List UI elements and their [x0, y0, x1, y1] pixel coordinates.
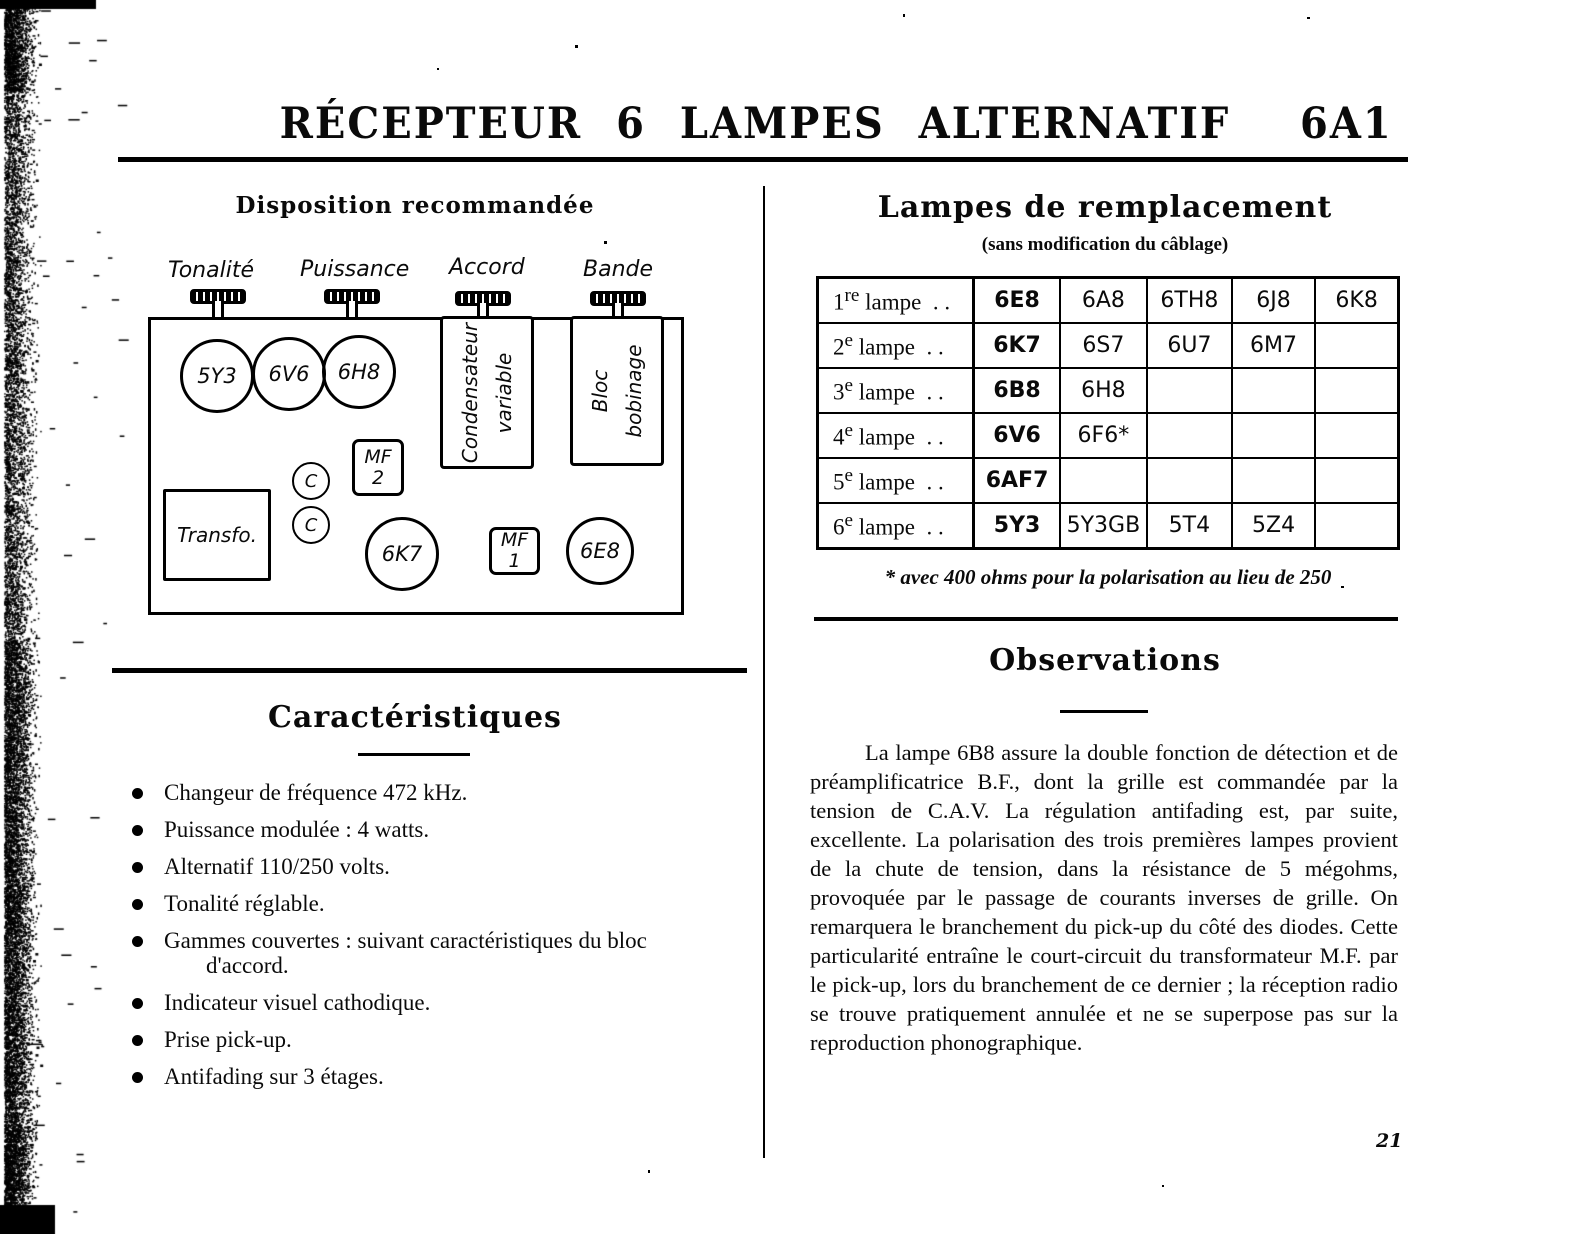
scan-speck: [437, 68, 439, 70]
scan-speck: [604, 241, 607, 244]
characteristics-heading: Caractéristiques: [268, 700, 562, 735]
table-footnote: * avec 400 ohms pour la polarisation au lieu de 250: [884, 565, 1332, 589]
mf1-transformer-box: [489, 527, 540, 575]
tube-6k7: 6K7: [365, 517, 439, 591]
mf1-label: MF: [500, 529, 529, 551]
condenser-label-line2: variable: [492, 352, 516, 433]
characteristic-item: [125, 990, 725, 1015]
characteristic-item: [125, 854, 725, 879]
characteristic-text: Indicateur visuel cathodique.: [164, 990, 431, 1015]
alternative-tube: [1147, 413, 1232, 458]
tube-5y3: 5Y3: [180, 339, 254, 413]
alternative-tube: [1315, 323, 1398, 368]
row-label: 6e lampe . .: [818, 503, 974, 549]
row-label: 1re lampe . .: [818, 278, 974, 324]
column-divider: [763, 186, 765, 1158]
bullet-icon: [132, 1035, 143, 1046]
bullet-icon: [132, 899, 143, 910]
characteristic-item: [125, 1064, 725, 1089]
tube-6h8: 6H8: [322, 335, 396, 409]
alternative-tube: 6H8: [1060, 368, 1147, 413]
variable-condenser-box: [440, 316, 534, 469]
observations-heading: Observations: [989, 643, 1221, 678]
characteristic-text: Tonalité réglable.: [164, 891, 325, 916]
scan-noise-artifact: [0, 0, 130, 1234]
title-rule: [118, 157, 1408, 162]
row-label: 4e lampe . .: [818, 413, 974, 458]
bullet-icon: [132, 936, 143, 947]
replacement-tubes-subheading: (sans modification du câblage): [981, 234, 1229, 255]
bullet-icon: [132, 788, 143, 799]
alternative-tube: 6J8: [1232, 278, 1315, 324]
characteristics-heading-rule: [358, 753, 470, 756]
alternative-tube: [1315, 413, 1398, 458]
original-tube: 6K7: [974, 323, 1060, 368]
alternative-tube: 6F6*: [1060, 413, 1147, 458]
coil-block-box: [570, 316, 664, 466]
scan-speck: [575, 45, 578, 48]
original-tube: 6V6: [974, 413, 1060, 458]
alternative-tube: 6U7: [1147, 323, 1232, 368]
knob-label-bande: Bande: [583, 257, 654, 282]
table-row: [818, 413, 1399, 458]
power-transformer-box: Transfo.: [163, 489, 271, 581]
original-tube: 6E8: [974, 278, 1060, 324]
alternative-tube: 6S7: [1060, 323, 1147, 368]
left-section-rule: [112, 668, 747, 673]
characteristic-text: Prise pick-up.: [164, 1027, 292, 1052]
mf1-number: 1: [508, 550, 521, 572]
observations-heading-rule: [1060, 710, 1148, 713]
alternative-tube: 5T4: [1147, 503, 1232, 549]
table-row: [818, 278, 1399, 324]
original-tube: 6AF7: [974, 458, 1060, 503]
row-label: 3e lampe . .: [818, 368, 974, 413]
characteristic-text: Gammes couvertes : suivant caractéristiques du bloc d'accord.: [164, 928, 647, 978]
alternative-tube: 6K8: [1315, 278, 1398, 324]
alternative-tube: 5Z4: [1232, 503, 1315, 549]
bullet-icon: [132, 1072, 143, 1083]
characteristic-text: Antifading sur 3 étages.: [164, 1064, 384, 1089]
alternative-tube: [1232, 368, 1315, 413]
row-label: 5e lampe . .: [818, 458, 974, 503]
table-row: [818, 458, 1399, 503]
characteristic-item: [125, 891, 725, 916]
coil-label-line1: Bloc: [588, 369, 612, 413]
model-number: 6A1: [1300, 98, 1393, 149]
alternative-tube: [1315, 503, 1398, 549]
characteristic-text: Alternatif 110/250 volts.: [164, 854, 390, 879]
alternative-tube: 6A8: [1060, 278, 1147, 324]
alternative-tube: [1315, 368, 1398, 413]
characteristic-text: Changeur de fréquence 472 kHz.: [164, 780, 468, 805]
bullet-icon: [132, 862, 143, 873]
scan-speck: [1162, 1185, 1164, 1187]
condenser-label-line1: Condensateur: [458, 322, 482, 463]
alternative-tube: 5Y3GB: [1060, 503, 1147, 549]
knob-label-puissance: Puissance: [300, 257, 410, 282]
tube-6v6: 6V6: [252, 337, 326, 411]
original-tube: 5Y3: [974, 503, 1060, 549]
scan-speck: [648, 1170, 650, 1173]
characteristic-text: Puissance modulée : 4 watts.: [164, 817, 430, 842]
observations-paragraph: La lampe 6B8 assure la double fonction de détection et de préamplificatrice B.F., dont la grille est commandée par la tension de C.A.V. La régulation antifading est, par suite, excellente. La polarisation des trois premières lampes provient de la chute de tension, dans la résistance de 5 mégohms, provoquée par le passage de courants inverses de grille. On remarquera le branchement du pick-up du côté des diodes. Cette particularité entraîne le court-circuit du transformateur M.F. par le pick-up, lors du branchement de ce dernier ; la réception radio se trouve pratiquement annulée et ne se superpose pas sur la reproduction phonographique.: [810, 740, 1398, 1055]
table-row: [818, 368, 1399, 413]
alternative-tube: 6TH8: [1147, 278, 1232, 324]
page-title: RÉCEPTEUR 6 LAMPES ALTERNATIF: [279, 98, 1231, 149]
replacement-tubes-heading: Lampes de remplacement: [877, 190, 1333, 225]
characteristic-item: [125, 780, 725, 805]
scan-speck: [1341, 586, 1344, 588]
right-section-rule: [814, 617, 1398, 621]
knob-label-tonalite: Tonalité: [168, 258, 254, 283]
replacement-tubes-table: [816, 276, 1400, 550]
scan-speck: [903, 14, 905, 17]
alternative-tube: [1147, 368, 1232, 413]
page-number: 21: [1376, 1130, 1403, 1152]
alternative-tube: 6M7: [1232, 323, 1315, 368]
mf2-transformer-box: [352, 439, 404, 496]
table-row: [818, 323, 1399, 368]
characteristic-item: [125, 817, 725, 842]
knob-label-accord: Accord: [449, 255, 525, 280]
tube-6e8: 6E8: [566, 517, 634, 585]
scan-speck: [1307, 17, 1310, 19]
alternative-tube: [1147, 458, 1232, 503]
coil-label-line2: bobinage: [622, 344, 646, 438]
capacitor-c1: C: [292, 462, 330, 500]
capacitor-c2: C: [292, 506, 330, 544]
characteristic-item: [125, 928, 725, 978]
alternative-tube: [1060, 458, 1147, 503]
mf2-number: 2: [371, 466, 385, 489]
alternative-tube: [1232, 458, 1315, 503]
bullet-icon: [132, 998, 143, 1009]
row-label: 2e lampe . .: [818, 323, 974, 368]
alternative-tube: [1315, 458, 1398, 503]
characteristic-item: [125, 1027, 725, 1052]
mf2-label: MF: [364, 445, 392, 468]
diagram-heading: Disposition recommandée: [235, 192, 595, 219]
alternative-tube: [1232, 413, 1315, 458]
original-tube: 6B8: [974, 368, 1060, 413]
bullet-icon: [132, 825, 143, 836]
table-row: [818, 503, 1399, 549]
characteristics-list: [125, 780, 725, 1101]
